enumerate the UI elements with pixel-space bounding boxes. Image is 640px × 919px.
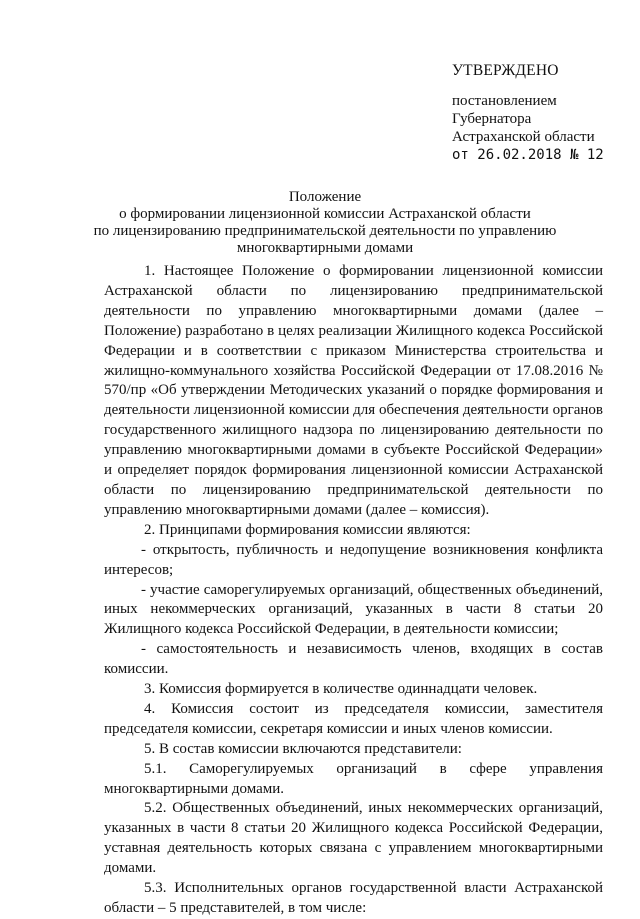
approval-line-1: постановлением (452, 93, 557, 109)
approval-line-3: Астраханской области (452, 129, 595, 145)
approved-label: УТВЕРЖДЕНО (452, 62, 559, 79)
paragraph-2-item-1: - открытость, публичность и недопущение возникновения конфликта интересов; (104, 541, 603, 578)
paragraph-5-3: 5.3. Исполнительных органов государственной власти Астраханской области – 5 представителей, в том числе: (104, 880, 603, 916)
approval-stamp (452, 62, 632, 164)
heading-line-3: многоквартирными домами (236, 240, 414, 256)
paragraph-2-item-2: - участие саморегулируемых организаций, общественных объединений, иных некоммерческих организаций, указанных в части 8 статьи 20 Жилищного кодекса Российской Федерации, в деятельности комиссии; (104, 581, 603, 638)
approval-line-2: Губернатора (452, 111, 532, 127)
paragraph-5: 5. В состав комиссии включаются представители: (144, 740, 462, 757)
paragraph-2-item-3: - самостоятельность и независимость членов, входящих в состав комиссии. (104, 641, 603, 678)
document-body (104, 262, 603, 919)
paragraph-5-2: 5.2. Общественных объединений, иных некоммерческих организаций, указанных в части 8 статьи 20 Жилищного кодекса Российской Федерации, уставная деятельность которых связана с управлением многоквартирными домами. (104, 800, 603, 877)
paragraph-5-1: 5.1. Саморегулируемых организаций в сфере управления многоквартирными домами. (104, 760, 603, 797)
approval-date-number: от 26.02.2018 № 12 (452, 147, 604, 163)
document-heading (90, 189, 560, 257)
document-title: Положение (288, 189, 362, 205)
heading-line-1: о формировании лицензионной комиссии Астраханской области (119, 206, 531, 222)
paragraph-1: 1. Настоящее Положение о формировании лицензионной комиссии Астраханской области по лицензированию предпринимательской деятельности по управлению многоквартирными домами (далее – Положение) разработано в целях реализации Жилищного кодекса Российской Федерации и в соответствии с приказом Министерства строительства и жилищно-коммунального хозяйства Российской Федерации от 17.08.2016 № 570/пр «Об утверждении Методических указаний о порядке формирования и деятельности лицензионной комиссии для обеспечения деятельности органов государственного жилищного надзора по лицензированию деятельности по управлению многоквартирными домами в субъекте Российской Федерации» и определяет порядок формирования лицензионной комиссии Астраханской области по лицензированию предпринимательской деятельности по управлению многоквартирными домами (далее – комиссия). (104, 263, 603, 518)
paragraph-4: 4. Комиссия состоит из председателя комиссии, заместителя председателя комиссии, секретаря комиссии и иных членов комиссии. (104, 700, 603, 737)
paragraph-3: 3. Комиссия формируется в количестве одиннадцати человек. (144, 681, 538, 698)
heading-line-2: по лицензированию предпринимательской деятельности по управлению (93, 223, 557, 239)
paragraph-2: 2. Принципами формирования комиссии являются: (144, 521, 471, 538)
